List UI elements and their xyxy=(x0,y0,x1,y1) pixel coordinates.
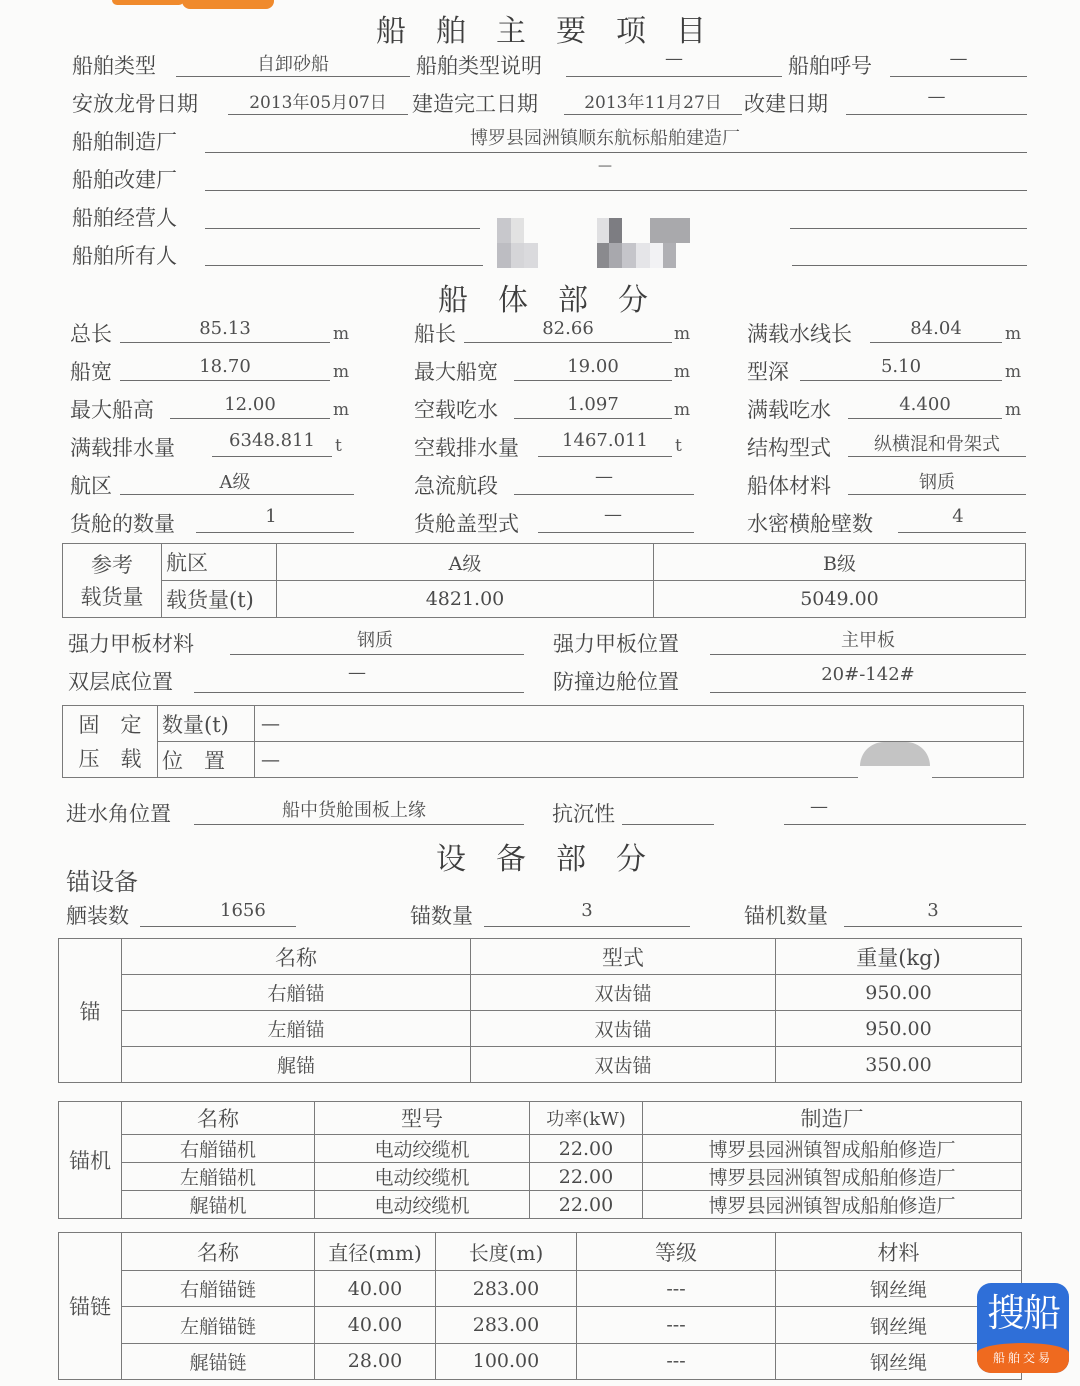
max-beam-value: 19.00 xyxy=(567,356,619,377)
windlass-model: 电动绞缆机 xyxy=(315,1191,530,1219)
underline xyxy=(514,418,672,419)
strength-deck-position-value: 主甲板 xyxy=(841,630,895,651)
call-sign-underline xyxy=(890,76,1027,77)
underline xyxy=(800,380,1002,381)
underline xyxy=(870,342,1002,343)
watertight-bulkheads-label: 水密横舱壁数 xyxy=(747,512,873,536)
ship-type-desc-value: — xyxy=(665,48,683,69)
loaded-draft-label: 满载吃水 xyxy=(747,398,831,422)
soushipping-logo xyxy=(977,1283,1069,1373)
underline xyxy=(622,824,714,825)
table-row xyxy=(59,1191,1022,1219)
ship-length-value: 82.66 xyxy=(542,318,594,339)
unit: m xyxy=(333,362,350,382)
outfit-number-value: 1656 xyxy=(220,900,266,921)
structure-type-value: 纵横混和骨架式 xyxy=(874,434,1000,455)
unit: m xyxy=(674,324,691,344)
chain-material: 钢丝绳 xyxy=(776,1343,1022,1379)
cargo-hold-count-value: 1 xyxy=(265,506,277,527)
underline xyxy=(848,494,1026,495)
loaded-draft-value: 4.400 xyxy=(899,394,951,415)
unsinkability-label: 抗沉性 xyxy=(552,802,615,826)
navigation-area-label: 航区 xyxy=(70,474,112,498)
underline xyxy=(196,532,354,533)
underline xyxy=(710,692,1026,693)
windlass-power: 22.00 xyxy=(530,1191,643,1219)
hatch-cover-type-value: — xyxy=(604,504,622,525)
chains-header-diameter: 直径(mm) xyxy=(315,1233,436,1271)
ref-cargo-area-a: A级 xyxy=(277,544,654,581)
reference-cargo-table xyxy=(62,543,1026,618)
unit: t xyxy=(675,436,682,456)
max-height-label: 最大船高 xyxy=(70,398,154,422)
collision-side-position-value: 20#-142# xyxy=(821,664,915,685)
underline xyxy=(120,380,330,381)
fixed-ballast-group-label-2: 压 载 xyxy=(78,746,142,771)
double-bottom-position-label: 双层底位置 xyxy=(68,670,173,694)
navigation-area-value: A级 xyxy=(219,472,251,493)
orange-marker-strip xyxy=(112,0,184,5)
anchor-weight: 950.00 xyxy=(776,975,1022,1011)
underline xyxy=(848,418,1002,419)
rebuild-date-label: 改建日期 xyxy=(744,92,828,116)
light-draft-label: 空载吃水 xyxy=(414,398,498,422)
max-beam-label: 最大船宽 xyxy=(414,360,498,384)
light-displacement-value: 1467.011 xyxy=(562,430,648,451)
rapids-section-value: — xyxy=(595,466,613,487)
underline xyxy=(120,342,330,343)
rebuilder-underline xyxy=(205,190,1027,191)
anchors-table xyxy=(58,938,1022,1083)
loaded-displacement-label: 满载排水量 xyxy=(70,436,175,460)
unit: m xyxy=(674,400,691,420)
chain-grade: --- xyxy=(577,1343,776,1379)
chain-grade: --- xyxy=(577,1307,776,1343)
windlass-header-model: 型号 xyxy=(315,1102,530,1135)
chain-name: 右艏锚链 xyxy=(122,1271,315,1307)
structure-type-label: 结构型式 xyxy=(747,436,831,460)
underline xyxy=(844,926,1022,927)
anchors-header-name: 名称 xyxy=(122,939,471,975)
loaded-displacement-value: 6348.811 xyxy=(229,430,315,451)
chains-group-label: 锚链 xyxy=(59,1233,122,1380)
call-sign-value: — xyxy=(949,48,968,69)
strength-deck-material-value: 钢质 xyxy=(357,630,393,651)
anchor-weight: 950.00 xyxy=(776,1011,1022,1047)
rebuild-date-underline xyxy=(846,114,1027,115)
ship-type-desc-label: 船舶类型说明 xyxy=(416,54,542,78)
table-row xyxy=(59,1271,1022,1307)
windlass-name: 右艏锚机 xyxy=(122,1135,315,1163)
anchor-chains-table xyxy=(58,1232,1022,1380)
anchor-type: 双齿锚 xyxy=(471,1011,776,1047)
ship-type-underline xyxy=(176,76,410,77)
builder-label: 船舶制造厂 xyxy=(72,130,177,154)
unit: m xyxy=(1005,324,1022,344)
windlass-power: 22.00 xyxy=(530,1163,643,1191)
ship-type-label: 船舶类型 xyxy=(72,54,156,78)
overall-length-label: 总长 xyxy=(70,322,112,346)
anchors-header-weight: 重量(kg) xyxy=(776,939,1022,975)
rapids-section-label: 急流航段 xyxy=(414,474,498,498)
underline xyxy=(898,532,1026,533)
section-title-hull: 船体部分 xyxy=(438,283,678,318)
underline xyxy=(538,456,672,457)
call-sign-label: 船舶呼号 xyxy=(788,54,872,78)
ref-cargo-cargo-b: 5049.00 xyxy=(654,581,1026,618)
rebuild-date-value: — xyxy=(927,86,946,107)
beam-label: 船宽 xyxy=(70,360,112,384)
logo-main-text: 搜船 xyxy=(986,1291,1059,1335)
collision-side-position-label: 防撞边舱位置 xyxy=(553,670,679,694)
ref-cargo-area-header: 航区 xyxy=(162,544,277,581)
table-row xyxy=(59,1307,1022,1343)
anchor-name: 右艏锚 xyxy=(122,975,471,1011)
ref-cargo-cargo-a: 4821.00 xyxy=(277,581,654,618)
chain-grade: --- xyxy=(577,1271,776,1307)
watertight-bulkheads-value: 4 xyxy=(952,506,964,527)
section-title-equipment: 设备部分 xyxy=(436,842,676,877)
underline xyxy=(784,824,1026,825)
windlass-power: 22.00 xyxy=(530,1135,643,1163)
redacted-owner-info xyxy=(497,218,747,268)
overall-length-value: 85.13 xyxy=(199,318,251,339)
underline xyxy=(194,824,524,825)
keel-laid-date-value: 2013年05月07日 xyxy=(249,93,387,113)
unit: t xyxy=(335,436,342,456)
max-height-value: 12.00 xyxy=(224,394,276,415)
anchor-weight: 350.00 xyxy=(776,1047,1022,1083)
builder-underline xyxy=(205,152,1027,153)
unit: m xyxy=(333,400,350,420)
operator-underline-right xyxy=(790,228,1027,229)
fixed-ballast-qty-value: — xyxy=(255,706,1024,742)
chain-name: 左艏锚链 xyxy=(122,1307,315,1343)
chain-diameter: 28.00 xyxy=(315,1343,436,1379)
light-displacement-label: 空载排水量 xyxy=(414,436,519,460)
unit: m xyxy=(1005,362,1022,382)
chain-length: 100.00 xyxy=(436,1343,577,1379)
windlass-count-label: 锚机数量 xyxy=(744,904,828,928)
hull-material-label: 船体材料 xyxy=(747,474,831,498)
strength-deck-position-label: 强力甲板位置 xyxy=(553,632,679,656)
build-complete-date-value: 2013年11月27日 xyxy=(584,93,722,113)
moulded-depth-value: 5.10 xyxy=(880,356,922,377)
owner-label: 船舶所有人 xyxy=(72,244,177,268)
chain-material: 钢丝绳 xyxy=(776,1271,1022,1307)
chain-name: 艉锚链 xyxy=(122,1343,315,1379)
flooding-angle-value: 船中货舱围板上缘 xyxy=(282,800,426,821)
owner-underline-right xyxy=(792,265,1027,266)
underline xyxy=(212,456,332,457)
windlass-name: 艉锚机 xyxy=(122,1191,315,1219)
ref-cargo-group-label-1: 参考 xyxy=(91,552,133,577)
keel-laid-date-label: 安放龙骨日期 xyxy=(72,92,198,116)
fixed-ballast-pos-value: — xyxy=(255,742,1024,778)
chain-length: 283.00 xyxy=(436,1307,577,1343)
ref-cargo-group-label-2: 载货量 xyxy=(80,584,144,609)
anchor-name: 左艏锚 xyxy=(122,1011,471,1047)
ship-length-label: 船长 xyxy=(414,322,456,346)
keel-laid-date-underline xyxy=(228,114,408,115)
anchor-type: 双齿锚 xyxy=(471,1047,776,1083)
smudge-gap-cover xyxy=(858,775,932,781)
table-row xyxy=(59,1011,1022,1047)
chain-length: 283.00 xyxy=(436,1271,577,1307)
table-row xyxy=(59,1135,1022,1163)
chains-header-length: 长度(m) xyxy=(436,1233,577,1271)
anchor-type: 双齿锚 xyxy=(471,975,776,1011)
gray-smudge-mark xyxy=(860,742,930,766)
cargo-hold-count-label: 货舱的数量 xyxy=(70,512,175,536)
chain-material: 钢丝绳 xyxy=(776,1307,1022,1343)
underline xyxy=(484,926,690,927)
builder-value: 博罗县园洲镇顺东航标船舶建造厂 xyxy=(470,128,740,149)
loaded-waterline-length-label: 满载水线长 xyxy=(747,322,852,346)
anchor-name: 艉锚 xyxy=(122,1047,471,1083)
beam-value: 18.70 xyxy=(199,356,251,377)
build-complete-date-underline xyxy=(564,114,742,115)
fixed-ballast-qty-label: 数量(t) xyxy=(158,706,255,742)
anchors-header-type: 型式 xyxy=(471,939,776,975)
anchors-group-label: 锚 xyxy=(59,939,122,1083)
rebuilder-value: — xyxy=(598,158,612,174)
windlass-name: 左艏锚机 xyxy=(122,1163,315,1191)
ship-type-desc-underline xyxy=(566,76,782,77)
build-complete-date-label: 建造完工日期 xyxy=(412,92,538,116)
section-title-main-items: 船舶主要项目 xyxy=(376,14,736,49)
flooding-angle-label: 进水角位置 xyxy=(66,802,171,826)
strength-deck-material-label: 强力甲板材料 xyxy=(68,632,194,656)
rebuilder-label: 船舶改建厂 xyxy=(72,168,177,192)
chain-diameter: 40.00 xyxy=(315,1307,436,1343)
table-row xyxy=(59,975,1022,1011)
operator-label: 船舶经营人 xyxy=(72,206,177,230)
underline xyxy=(464,342,672,343)
chains-header-grade: 等级 xyxy=(577,1233,776,1271)
anchor-count-label: 锚数量 xyxy=(410,904,473,928)
logo-sub-text: 船舶交易 xyxy=(977,1343,1069,1373)
table-row xyxy=(59,1343,1022,1379)
underline xyxy=(514,494,694,495)
windlass-header-power: 功率(kW) xyxy=(530,1102,643,1135)
unit: m xyxy=(333,324,350,344)
windlass-manufacturer: 博罗县园洲镇智成船舶修造厂 xyxy=(643,1191,1022,1219)
table-row xyxy=(59,1047,1022,1083)
windlass-table xyxy=(58,1101,1022,1219)
moulded-depth-label: 型深 xyxy=(747,360,789,384)
windlass-header-manufacturer: 制造厂 xyxy=(643,1102,1022,1135)
underline xyxy=(170,418,330,419)
underline xyxy=(710,654,1026,655)
outfit-number-label: 舾装数 xyxy=(66,904,129,928)
fixed-ballast-group-label-1: 固 定 xyxy=(78,712,142,737)
unit: m xyxy=(1005,400,1022,420)
windlass-header-name: 名称 xyxy=(122,1102,315,1135)
ref-cargo-cargo-header: 载货量(t) xyxy=(162,581,277,618)
windlass-count-value: 3 xyxy=(927,900,939,921)
windlass-group-label: 锚机 xyxy=(59,1102,122,1219)
light-draft-value: 1.097 xyxy=(567,394,619,415)
hull-material-value: 钢质 xyxy=(919,472,955,493)
underline xyxy=(538,532,694,533)
hatch-cover-type-label: 货舱盖型式 xyxy=(414,512,519,536)
anchor-count-value: 3 xyxy=(581,900,593,921)
windlass-model: 电动绞缆机 xyxy=(315,1135,530,1163)
orange-marker-strip xyxy=(182,0,274,9)
underline xyxy=(848,456,1026,457)
unit: m xyxy=(674,362,691,382)
windlass-manufacturer: 博罗县园洲镇智成船舶修造厂 xyxy=(643,1163,1022,1191)
fixed-ballast-pos-label: 位 置 xyxy=(158,742,255,778)
owner-underline-left xyxy=(205,265,483,266)
ref-cargo-area-b: B级 xyxy=(654,544,1026,581)
underline xyxy=(230,654,524,655)
table-row xyxy=(59,1163,1022,1191)
windlass-manufacturer: 博罗县园洲镇智成船舶修造厂 xyxy=(643,1135,1022,1163)
chain-diameter: 40.00 xyxy=(315,1271,436,1307)
ship-type-value: 自卸砂船 xyxy=(257,54,329,75)
operator-underline-left xyxy=(205,228,480,229)
chains-header-material: 材料 xyxy=(776,1233,1022,1271)
underline xyxy=(120,494,354,495)
anchor-equipment-title: 锚设备 xyxy=(66,868,138,896)
unsinkability-value: — xyxy=(810,796,828,817)
underline xyxy=(194,692,524,693)
underline xyxy=(140,926,296,927)
underline xyxy=(514,380,672,381)
double-bottom-position-value: — xyxy=(348,662,366,683)
loaded-waterline-length-value: 84.04 xyxy=(910,318,962,339)
chains-header-name: 名称 xyxy=(122,1233,315,1271)
windlass-model: 电动绞缆机 xyxy=(315,1163,530,1191)
